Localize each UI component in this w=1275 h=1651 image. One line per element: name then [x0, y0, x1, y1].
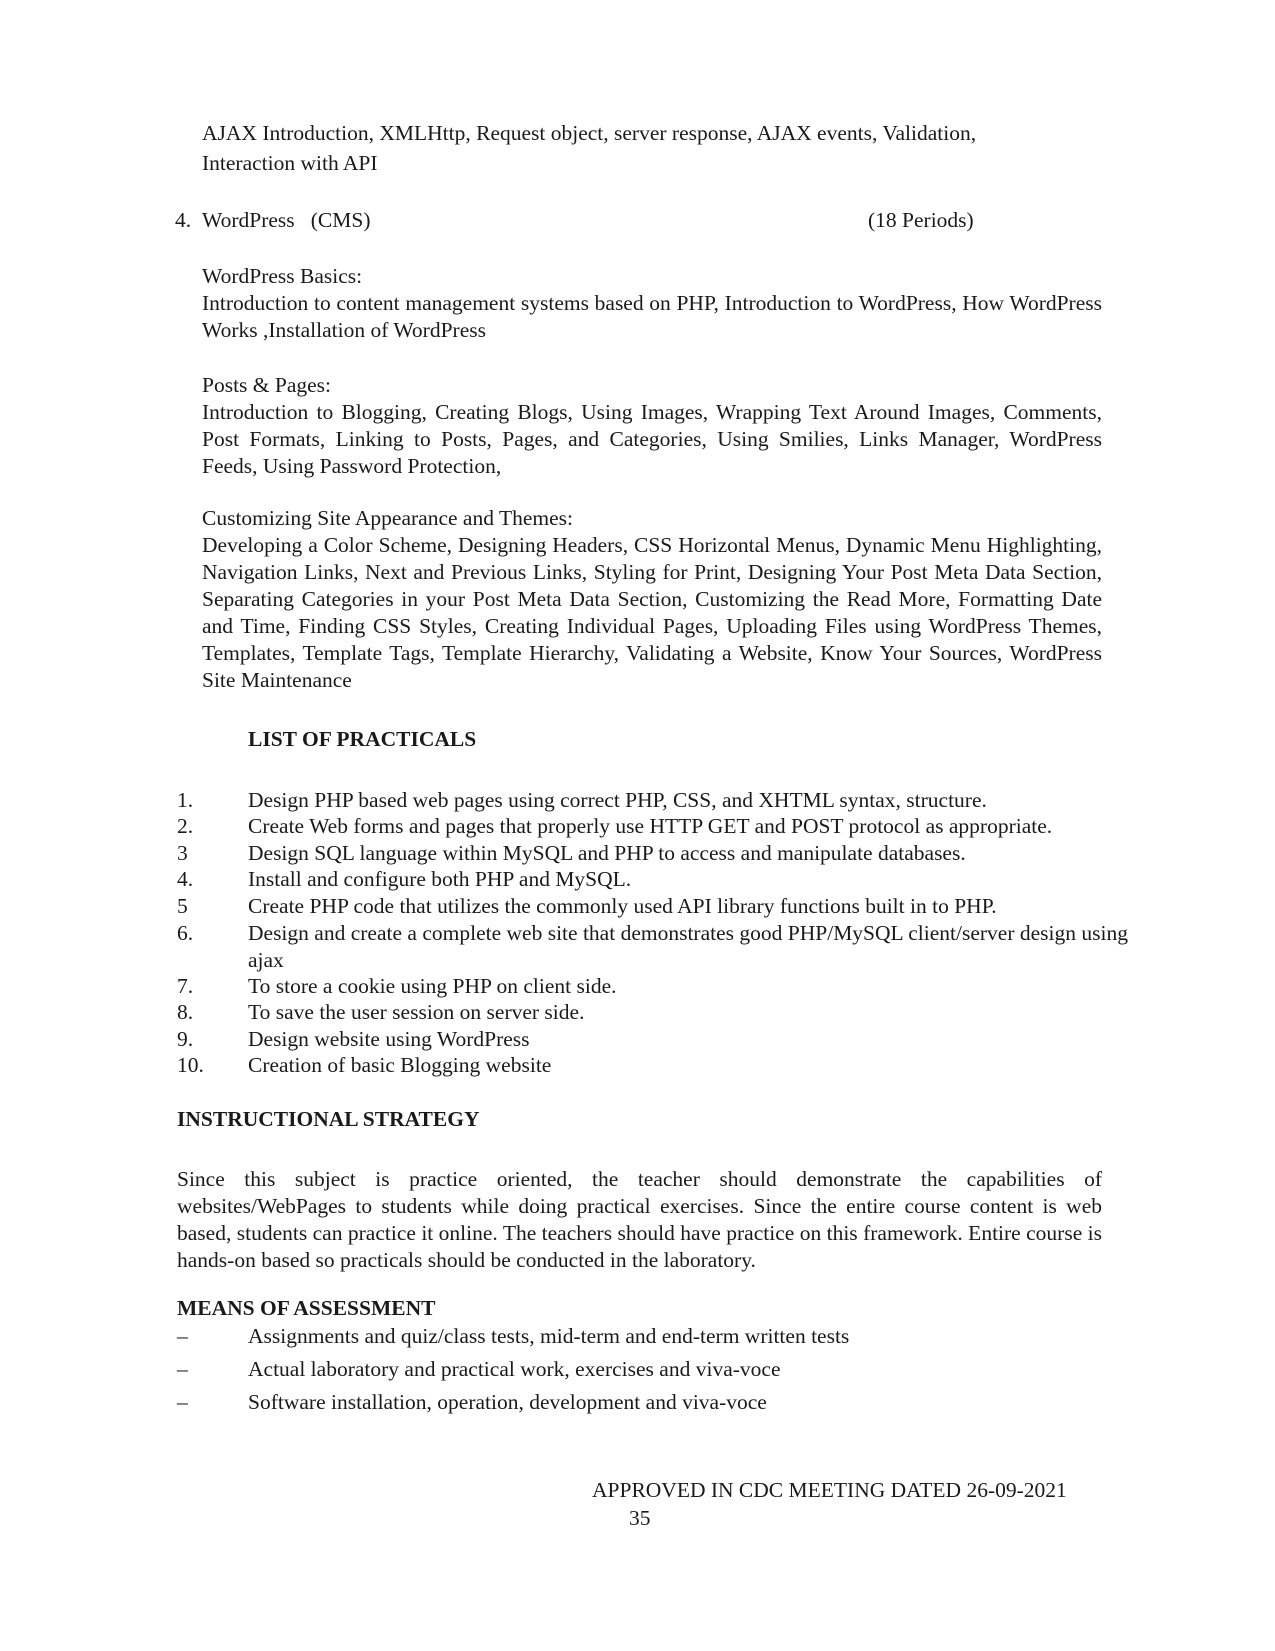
section-title: WordPress (CMS) — [202, 208, 371, 232]
assessment-item — [177, 1389, 1127, 1416]
list-item — [177, 999, 1127, 1026]
list-item-text: Design website using WordPress — [248, 1027, 530, 1051]
list-item — [177, 920, 1127, 974]
list-item — [177, 893, 1127, 920]
practicals-heading: LIST OF PRACTICALS — [248, 727, 477, 751]
list-item-text: Create Web forms and pages that properly use HTTP GET and POST protocol as appropriate. — [248, 814, 1053, 838]
list-item-number: 2. — [177, 814, 194, 838]
list-item-text: Design PHP based web pages using correct PHP, CSS, and XHTML syntax, structure. — [248, 788, 987, 812]
subsection-text: Introduction to Blogging, Creating Blogs, Using Images, Wrapping Text Around Images, Comments, Post Formats, Linking to Posts, Pages, and Categories, Using Smilies, Links Manager, WordPress Feeds, Using Password Protection, — [202, 400, 1102, 478]
instructional-strategy-heading: INSTRUCTIONAL STRATEGY — [177, 1107, 480, 1131]
list-item-text: Design SQL language within MySQL and PHP to access and manipulate databases. — [248, 841, 966, 865]
ajax-topics-line1: AJAX Introduction, XMLHttp, Request object, server response, AJAX events, Validation, — [202, 121, 977, 145]
dash-bullet: – — [177, 1390, 188, 1414]
subsection-text: Introduction to content management systems based on PHP, Introduction to WordPress, How WordPress Works ,Installation of WordPress — [202, 291, 1102, 342]
subsection-text: Developing a Color Scheme, Designing Headers, CSS Horizontal Menus, Dynamic Menu Highlighting, Navigation Links, Next and Previous Links, Styling for Print, Designing Your Post Meta Data Section, Separating Categories in your Post Meta Data Section, Customizing the Read More, Formatting Date and Time, Finding CSS Styles, Creating Individual Pages, Uploading Files using WordPress Themes, Templates, Template Tags, Template Hierarchy, Validating a Website, Know Your Sources, WordPress Site Maintenance — [202, 533, 1102, 692]
list-item-text: Creation of basic Blogging website — [248, 1053, 552, 1077]
list-item-text: To save the user session on server side. — [248, 1000, 585, 1024]
list-item-text: Design and create a complete web site that demonstrates good PHP/MySQL client/server design using ajax — [248, 921, 1128, 972]
subsection-heading: Posts & Pages: — [202, 373, 332, 397]
list-item — [177, 1052, 1127, 1079]
list-item — [177, 813, 1127, 840]
assessment-item-text: Actual laboratory and practical work, exercises and viva-voce — [248, 1357, 781, 1381]
list-item-number: 1. — [177, 788, 194, 812]
approval-footer: APPROVED IN CDC MEETING DATED 26-09-2021 — [592, 1478, 1067, 1502]
list-item-number: 4. — [177, 867, 194, 891]
subsection-heading: Customizing Site Appearance and Themes: — [202, 506, 573, 530]
list-item — [177, 866, 1127, 893]
page-number: 35 — [629, 1506, 651, 1530]
list-item — [177, 1026, 1127, 1053]
list-item-text: Create PHP code that utilizes the commonly used API library functions built in to PHP. — [248, 894, 997, 918]
instructional-strategy-text: Since this subject is practice oriented, the teacher should demonstrate the capabilities of websites/WebPages to students while doing practical exercises. Since the entire course content is web based, students can practice it online. The teachers should have practice on this framework. Entire course is hands-on based so practicals should be conducted in the laboratory. — [177, 1167, 1102, 1272]
ajax-topics-line2: Interaction with API — [202, 151, 378, 175]
assessment-item-text: Assignments and quiz/class tests, mid-term and end-term written tests — [248, 1324, 850, 1348]
list-item-text: Install and configure both PHP and MySQL. — [248, 867, 632, 891]
list-item-number: 9. — [177, 1027, 194, 1051]
list-item-number: 10. — [177, 1053, 204, 1077]
subsection-heading: WordPress Basics: — [202, 264, 363, 288]
list-item — [177, 840, 1127, 867]
assessment-item — [177, 1323, 1127, 1350]
list-item — [177, 973, 1127, 1000]
list-item-number: 8. — [177, 1000, 194, 1024]
assessment-item — [177, 1356, 1127, 1383]
list-item — [177, 787, 1127, 814]
list-item-number: 6. — [177, 921, 194, 945]
list-item-number: 3 — [177, 841, 188, 865]
section-number: 4. — [175, 208, 192, 232]
section-periods: (18 Periods) — [868, 208, 974, 232]
list-item-number: 5 — [177, 894, 188, 918]
list-item-text: To store a cookie using PHP on client side. — [248, 974, 617, 998]
assessment-heading: MEANS OF ASSESSMENT — [177, 1296, 436, 1320]
dash-bullet: – — [177, 1357, 188, 1381]
dash-bullet: – — [177, 1324, 188, 1348]
list-item-number: 7. — [177, 974, 194, 998]
assessment-item-text: Software installation, operation, development and viva-voce — [248, 1390, 767, 1414]
